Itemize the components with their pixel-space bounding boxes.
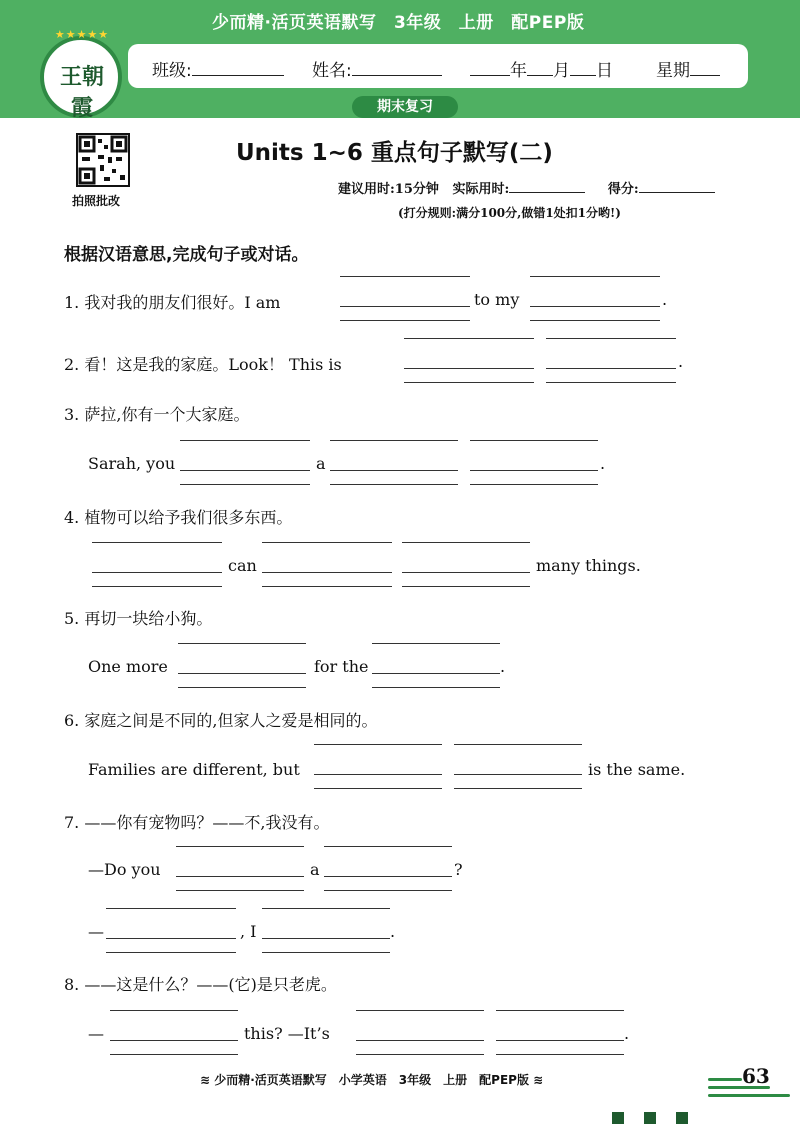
answer-text: — [88,922,104,941]
instructions: 根据汉语意思,完成句子或对话。 [64,245,309,265]
month-label: 月 [553,61,570,81]
brand-logo-text: 王朝霞 [59,64,104,121]
score-label: 得分: [607,182,639,197]
answer-text: , I [240,922,257,941]
question-6: 6. 家庭之间是不同的,但家人之爱是相同的。 [64,711,378,730]
name-field[interactable] [312,56,442,81]
answer-text: Sarah, you [88,454,176,473]
wave-icon: ≋ [533,1073,544,1087]
footer-text: ≋ 少而精·活页英语默写 小学英语 3年级 上册 配PEP版 ≋ [200,1073,544,1087]
decor-square [676,1112,688,1124]
decor-line [708,1094,790,1097]
weekday-label: 星期 [656,61,690,81]
answer-text: . [624,1024,630,1043]
answer-text: a [316,454,326,473]
answer-text: One more [88,657,168,676]
question-prompt: 2. 看！这是我的家庭。 [64,355,229,374]
answer-text: this? —It’s [244,1024,330,1043]
answer-text: Families are different, but [88,760,300,779]
review-tag: 期末复习 [352,96,458,118]
answer-text: can [228,556,257,575]
answer-text: . [662,290,668,309]
question-prompt: 1. 我对我的朋友们很好。 [64,293,245,312]
answer-text: . [390,922,396,941]
answer-text: — [88,1024,104,1043]
answer-text: I am [244,293,281,312]
answer-text: ? [454,860,463,879]
day-label: 日 [596,61,613,81]
suggested-time: 建议用时:15分钟 [338,182,439,197]
class-label: 班级: [152,61,192,81]
time-score-line [338,178,715,197]
answer-text: . [678,352,684,371]
class-field[interactable] [152,56,284,81]
answer-text: a [310,860,320,879]
question-3: 3. 萨拉,你有一个大家庭。 [64,405,250,424]
wave-icon: ≋ [200,1073,211,1087]
answer-text: . [600,454,606,473]
decor-line [708,1078,742,1081]
name-label: 姓名: [312,61,352,81]
answer-text: . [500,657,506,676]
answer-text: many things. [536,556,641,575]
question-4: 4. 植物可以给予我们很多东西。 [64,508,293,527]
question-5: 5. 再切一块给小狗。 [64,609,213,628]
star-icon: ★★★★★ [54,28,110,41]
question-8: 8. ——这是什么？——(它)是只老虎。 [64,975,337,994]
answer-text: to my [474,290,520,309]
answer-text: for the [314,657,369,676]
qr-code-icon[interactable] [76,133,130,187]
weekday-field[interactable] [656,56,720,81]
answer-text: is the same. [588,760,686,779]
answer-text: Look！ This is [228,355,342,374]
decor-square [644,1112,656,1124]
date-field[interactable] [470,56,613,81]
series-title: 少而精·活页英语默写 3年级 上册 配PEP版 [212,13,585,33]
answer-text: —Do you [88,860,161,879]
question-7: 7. ——你有宠物吗？——不,我没有。 [64,813,330,832]
page-title: Units 1~6 重点句子默写(二) [236,140,553,166]
year-label: 年 [510,61,527,81]
question-2 [64,352,342,375]
actual-time-label: 实际用时: [452,182,510,197]
qr-label: 拍照批改 [72,194,121,208]
question-1 [64,290,280,313]
decor-square [612,1112,624,1124]
scoring-rule: (打分规则:满分100分,做错1处扣1分哟!) [398,206,621,220]
page-number: 63 [742,1064,770,1088]
